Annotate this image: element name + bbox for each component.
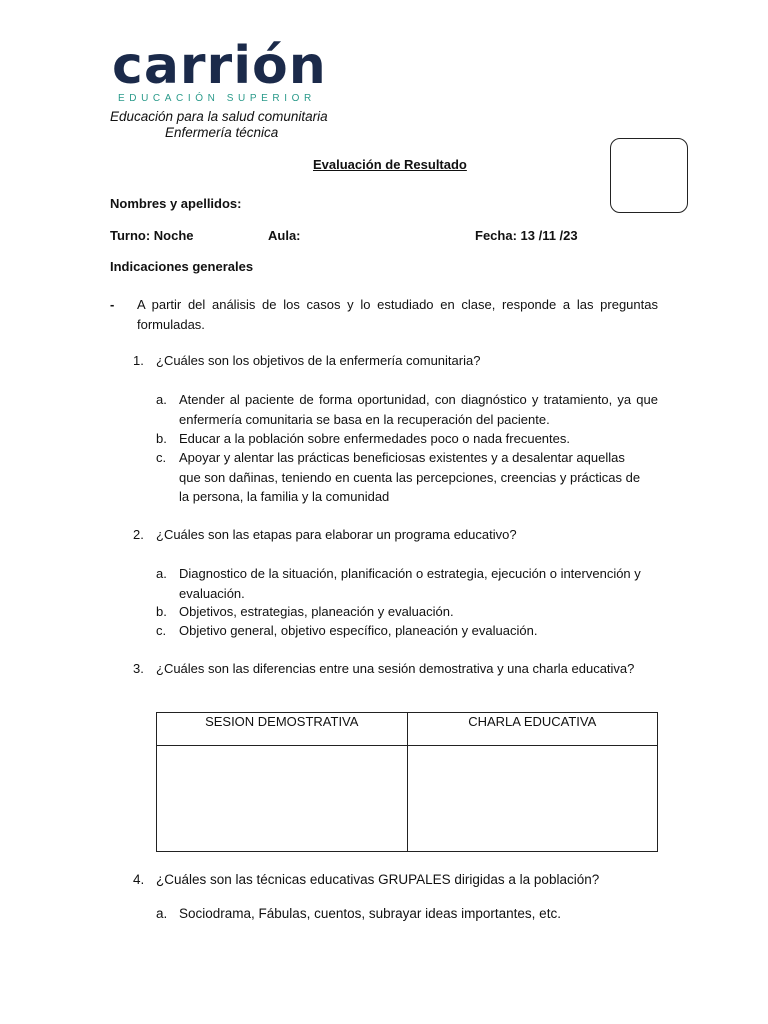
option-letter: c.: [156, 450, 167, 465]
names-label: Nombres y apellidos:: [110, 196, 242, 211]
turno-label: Turno: Noche: [110, 228, 194, 243]
aula-label: Aula:: [268, 228, 301, 243]
subtitle-line2: Enfermería técnica: [165, 125, 279, 140]
instructions-text: A partir del análisis de los casos y lo estudiado en clase, responde a las preguntas formuladas.: [137, 297, 658, 332]
question-number: 1.: [133, 353, 144, 368]
table-row: [157, 746, 658, 852]
question-text: ¿Cuáles son las técnicas educativas GRUPALES dirigidas a la población?: [156, 872, 600, 887]
option-letter: a.: [156, 906, 168, 921]
option-text: Objetivos, estrategias, planeación y evaluación.: [179, 604, 454, 619]
option-text: Educar a la población sobre enfermedades poco o nada frecuentes.: [179, 431, 570, 446]
answer-cell-demostrativa[interactable]: [157, 746, 408, 852]
table-header-cell: CHARLA EDUCATIVA: [407, 713, 658, 746]
question-text: ¿Cuáles son las diferencias entre una sesión demostrativa y una charla educativa?: [156, 661, 635, 676]
question-number: 4.: [133, 872, 145, 887]
option-letter: b.: [156, 604, 167, 619]
page-title: Evaluación de Resultado: [313, 157, 467, 172]
photo-box: [610, 138, 688, 213]
option-text: Objetivo general, objetivo específico, planeación y evaluación.: [179, 623, 538, 638]
logo-tagline: EDUCACIÓN SUPERIOR: [118, 93, 316, 104]
answer-cell-charla[interactable]: [407, 746, 658, 852]
question-text: ¿Cuáles son las etapas para elaborar un programa educativo?: [156, 527, 517, 542]
option-text: Atender al paciente de forma oportunidad, con diagnóstico y tratamiento, ya que enfermería comunitaria se basa en la recuperación del paciente.: [179, 392, 658, 427]
question-number: 3.: [133, 661, 144, 676]
logo-wordmark: carrión: [112, 36, 327, 96]
option-text: Diagnostico de la situación, planificación o estrategia, ejecución o intervención y evaluación.: [179, 566, 641, 601]
option-letter: a.: [156, 566, 167, 581]
option-letter: a.: [156, 392, 167, 407]
table-header-row: [157, 713, 658, 746]
instructions-heading: Indicaciones generales: [110, 259, 254, 274]
table-header-cell: SESION DEMOSTRATIVA: [157, 713, 408, 746]
subtitle-line1: Educación para la salud comunitaria: [110, 109, 328, 124]
option-letter: c.: [156, 623, 167, 638]
option-text: Sociodrama, Fábulas, cuentos, subrayar ideas importantes, etc.: [179, 906, 561, 921]
question-number: 2.: [133, 527, 144, 542]
option-letter: b.: [156, 431, 167, 446]
fecha-label: Fecha: 13 /11 /23: [475, 228, 578, 243]
instructions-bullet: -: [110, 297, 115, 312]
question-text: ¿Cuáles son los objetivos de la enfermería comunitaria?: [156, 353, 481, 368]
comparison-table: [156, 712, 658, 852]
option-text: Apoyar y alentar las prácticas beneficiosas existentes y a desalentar aquellas que son dañinas, teniendo en cuenta las percepciones, creencias y prácticas de la persona, la familia y la comunidad: [179, 450, 641, 504]
